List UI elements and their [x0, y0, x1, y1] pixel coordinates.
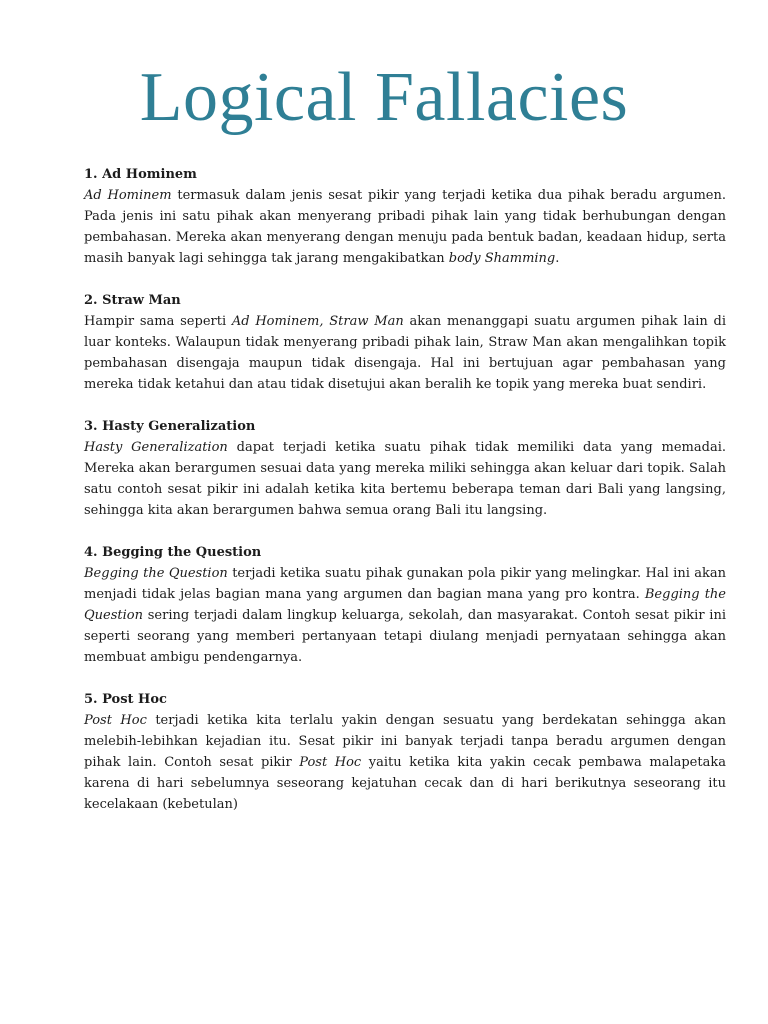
page-title: Logical Fallacies: [139, 59, 629, 136]
paragraph-text: terjadi ketika kita terlalu yakin dengan sesuatu yang berdekatan sehingga akan melebih-lebihkan kejadian itu. Sesat pikir ini banyak terjadi tanpa beradu argumen dengan pihak lain. Contoh sesat pikir: [84, 713, 726, 770]
section-paragraph: [84, 563, 726, 668]
document-body: [84, 164, 726, 836]
fallacy-section: [84, 416, 726, 521]
paragraph-text: yaitu ketika kita yakin cecak pembawa malapetaka karena di hari sebelumnya seseorang kejatuhan cecak dan di hari berikutnya seseorang itu kecelakaan (kebetulan): [84, 755, 726, 812]
section-paragraph: [84, 185, 726, 269]
fallacy-term: Post Hoc: [84, 713, 147, 728]
section-heading: 1. Ad Hominem: [84, 167, 197, 182]
fallacy-term: Ad Hominem, Straw Man: [231, 314, 404, 329]
paragraph-text: akan menanggapi suatu argumen pihak lain di luar konteks. Walaupun tidak menyerang pribadi pihak lain, Straw Man akan mengalihkan topik pembahasan disengaja maupun tidak disengaja. Hal ini bertujuan agar pembahasan yang mereka tidak ketahui dan atau tidak disetujui akan beralih ke topik yang mereka buat sendiri.: [84, 314, 727, 392]
section-paragraph: [84, 311, 726, 395]
paragraph-text: sering terjadi dalam lingkup keluarga, sekolah, dan masyarakat. Contoh sesat pikir ini seperti seorang yang memberi pertanyaan tetapi diulang menjadi pernyataan sehingga akan membuat ambigu pendengarnya.: [84, 608, 726, 665]
fallacy-section: [84, 689, 726, 815]
fallacy-term: Hasty Generalization: [84, 440, 228, 455]
fallacy-term: Begging the Question: [84, 587, 726, 623]
section-heading: 5. Post Hoc: [84, 692, 167, 707]
paragraph-text: termasuk dalam jenis sesat pikir yang terjadi ketika dua pihak beradu argumen. Pada jenis ini satu pihak akan menyerang pribadi pihak lain yang tidak berhubungan dengan pembahasan. Mereka akan menyerang dengan menuju pada bentuk badan, keadaan hidup, serta masih banyak lagi sehingga tak jarang mengakibatkan: [84, 188, 726, 266]
fallacy-term: Begging the Question: [84, 566, 228, 581]
fallacy-section: [84, 542, 726, 668]
section-heading: 3. Hasty Generalization: [84, 419, 256, 434]
section-paragraph: [84, 710, 726, 815]
paragraph-text: .: [555, 251, 560, 266]
fallacy-section: [84, 290, 726, 395]
section-heading: 2. Straw Man: [84, 293, 181, 308]
section-paragraph: [84, 437, 726, 521]
section-heading: 4. Begging the Question: [84, 545, 262, 560]
paragraph-text: dapat terjadi ketika suatu pihak tidak memiliki data yang memadai. Mereka akan berargumen sesuai data yang mereka miliki sehingga akan keluar dari topik. Salah satu contoh sesat pikir ini adalah ketika kita bertemu beberapa teman dari Bali yang langsing, sehingga kita akan berargumen bahwa semua orang Bali itu langsing.: [84, 440, 726, 518]
fallacy-term: body Shamming: [448, 251, 556, 266]
fallacy-term: Ad Hominem: [84, 188, 172, 203]
paragraph-text: Hampir sama seperti: [84, 314, 232, 329]
paragraph-text: terjadi ketika suatu pihak gunakan pola pikir yang melingkar. Hal ini akan menjadi tidak jelas bagian mana yang argumen dan bagian mana yang pro kontra.: [84, 566, 726, 602]
fallacy-term: Post Hoc: [299, 755, 362, 770]
fallacy-section: [84, 164, 726, 269]
